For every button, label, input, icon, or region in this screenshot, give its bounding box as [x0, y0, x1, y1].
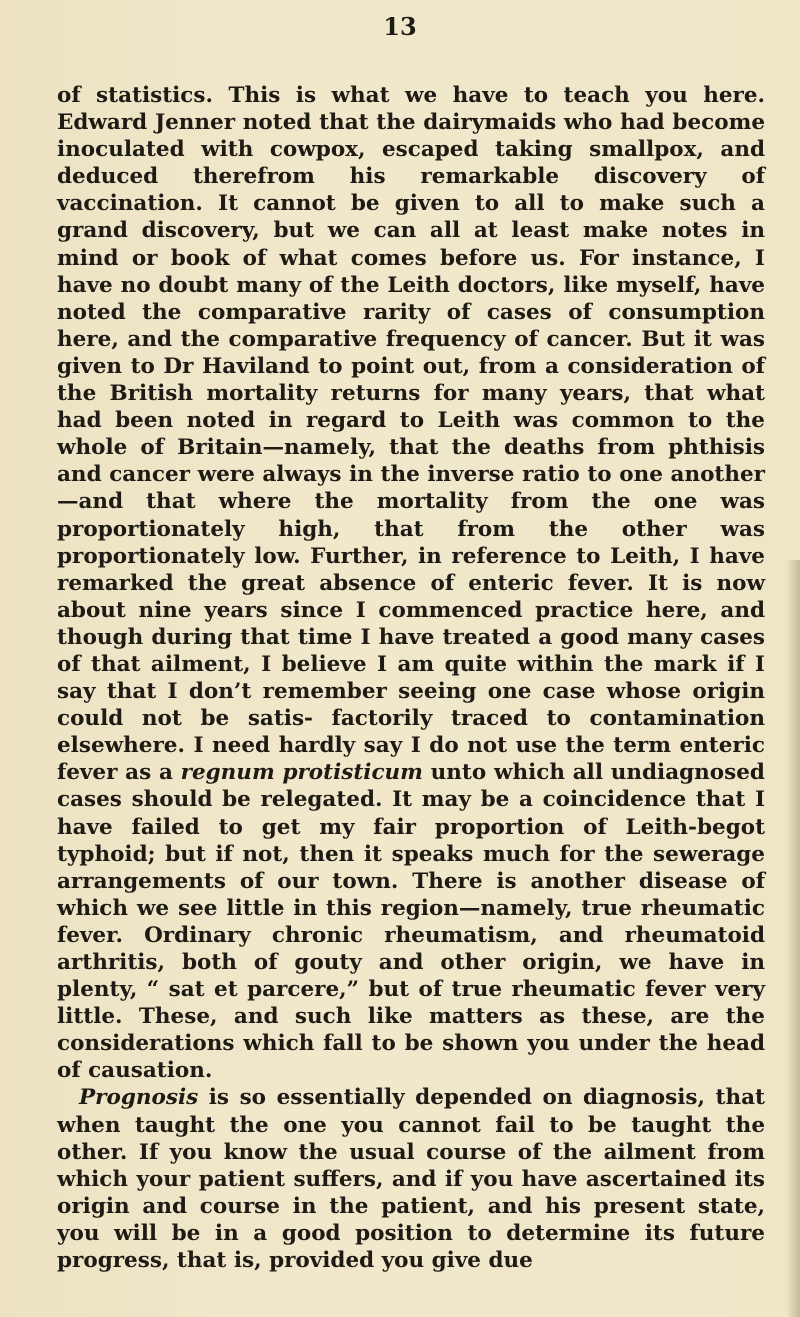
- paragraph-prognosis-text: is so essentially depended on diagnosis, that when taught the one you cannot fail to be taught the other. If you know the usual course of the ailment from which your patient suffers, and if you have ascertained its origin and course in the patient, and his present state, you will be in a good position to determine its future progress, that is, provided you give due: [57, 1085, 765, 1274]
- paragraph-causation: [57, 82, 765, 1084]
- paragraph-causation-text-b: unto which all undiagnosed cases should be relegated. It may be a coincidence that I have failed to get my fair proportion of Leith-begot typhoid; but if not, then it speaks much for the sewerage arrangements of our town. There is another disease of which we see little in this region—namely, true rheumatic fever. Ordinary chronic rheumatism, and rheumatoid arthritis, both of gouty and other origin, we have in plenty, “ sat et parcere,” but of true rheumatic fever very little. These, and such like matters as these, are the considerations which fall to be shown you under the head of causation.: [57, 760, 765, 1084]
- page-number: 13: [383, 12, 417, 41]
- italic-term-regnum-protisticum: regnum protisticum: [180, 760, 423, 786]
- page-edge-shadow: [786, 560, 800, 1317]
- paragraph-prognosis: [57, 1084, 765, 1274]
- body-text: [57, 82, 765, 1274]
- paragraph-causation-text-a: of statistics. This is what we have to teach you here. Edward Jenner noted that the dairymaids who had become inoculated with cowpox, escaped taking smallpox, and deduced therefrom his remarkable discovery of vaccination. It cannot be given to all to make such a grand discovery, but we can all at least make notes in mind or book of what comes before us. For instance, I have no doubt many of the Leith doctors, like myself, have noted the comparative rarity of cases of consumption here, and the comparative frequency of cancer. But it was given to Dr Haviland to point out, from a consideration of the British mortality returns for many years, that what had been noted in regard to Leith was common to the whole of Britain—namely, that the deaths from phthisis and cancer were always in the inverse ratio to one another—and that where the mortality from the one was proportionately high, that from the other was proportionately low. Further, in reference to Leith, I have remarked the great absence of enteric fever. It is now about nine years since I commenced practice here, and though during that time I have treated a good many cases of that ailment, I believe I am quite within the mark if I say that I don’t remember seeing one case whose origin could not be satis- factorily traced to contamination elsewhere. I need hardly say I do not use the term enteric fever as a: [57, 83, 765, 786]
- italic-term-prognosis: Prognosis: [79, 1085, 199, 1111]
